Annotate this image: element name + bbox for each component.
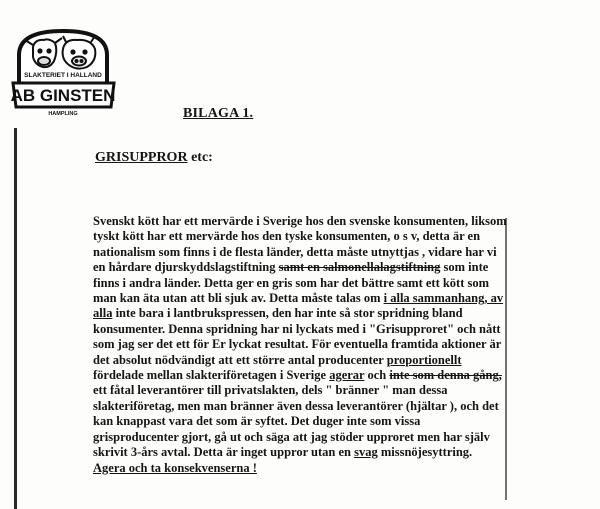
body-text: en hårdare djurskyddslagstiftning	[93, 260, 279, 275]
attachment-title: BILAGA 1.	[183, 106, 254, 121]
body-text: som jag ser det ett för Er lyckat resultat. För eventuella framtida aktioner är	[93, 337, 502, 352]
body-line	[93, 399, 513, 414]
body-text: nationalism som finns i de flesta länder, detta måste utnyttjas , vidare har vi	[93, 244, 497, 259]
body-line	[93, 414, 513, 429]
body-text: kan knappast vara det som är syftet. Det duger inte som vissa	[93, 414, 421, 429]
body-text: tyskt kött har ett mervärde hos den tyske konsumenten, o s v, detta är en	[93, 229, 481, 244]
body-line	[93, 245, 513, 260]
logo-bottom-text: HAMPLING	[48, 111, 78, 117]
logo-top-text: SLAKTERIET I HALLAND	[24, 72, 102, 79]
body-text: och	[364, 368, 390, 383]
body-text: fördelade mellan slakteriföretagen i Sverige	[93, 368, 330, 383]
body-line	[93, 368, 513, 383]
body-line	[93, 337, 513, 352]
body-line	[93, 276, 513, 291]
section-heading-main: GRISUPPROR	[95, 150, 188, 165]
section-heading-suffix: etc:	[187, 150, 213, 165]
body-line	[93, 445, 513, 460]
body-line	[93, 260, 513, 275]
body-text: inte bara i lantbrukspressen, den har inte så stor spridning bland	[112, 306, 463, 321]
struck-text: samt en salmonellalagstiftning	[278, 260, 441, 275]
section-heading	[95, 150, 213, 166]
body-line	[93, 306, 513, 321]
body-text: konsumenter. Denna spridning har ni lyckats med i "Grisupproret" och nått	[93, 321, 501, 336]
body-line	[93, 383, 513, 398]
letter-body	[93, 214, 513, 476]
body-line	[93, 461, 513, 476]
body-text: Svenskt kött har ett mervärde i Sverige hos den svenske konsumenten, liksom	[93, 214, 507, 228]
left-margin-rule	[14, 128, 17, 509]
underlined-text: proportionellt	[386, 352, 462, 367]
company-logo	[11, 27, 116, 121]
body-text: finns i andra länder. Detta ger en gris som har det bättre samt ett kött som	[93, 275, 490, 290]
underlined-text: Agera och ta konsekvenserna !	[93, 460, 257, 475]
body-line	[93, 291, 513, 306]
body-text: skrivit 3-års avtal. Detta är inget uppror utan en	[93, 445, 355, 460]
body-text: missnöjesyttring.	[377, 445, 473, 460]
body-text: som inte	[440, 260, 489, 275]
underlined-text: i alla sammanhang, av	[383, 291, 504, 306]
underlined-text: alla	[93, 306, 113, 321]
underlined-text: svag	[354, 445, 378, 460]
body-text: grisproducenter gjort, gå ut och säga att jag stöder upproret men har själv	[93, 429, 490, 444]
body-line	[93, 214, 513, 229]
body-line	[93, 353, 513, 368]
body-text: det absolut nödvändigt att ett större antal producenter	[93, 352, 387, 367]
struck-text: inte som denna gång,	[389, 368, 502, 383]
body-text: ett fåtal leverantörer till privatslakten, dels " bränner " man dessa	[93, 383, 448, 398]
body-text: man kan äta utan att bli sjuk av. Detta måste talas om	[93, 291, 384, 306]
body-text: slakteriföretag, men man bränner även dessa leverantörer (hjältar ), och det	[93, 398, 499, 413]
body-line	[93, 229, 513, 244]
body-line	[93, 430, 513, 445]
body-line	[93, 322, 513, 337]
logo-company-name: AB GINSTEN	[11, 86, 116, 105]
underlined-text: agerar	[329, 368, 365, 383]
